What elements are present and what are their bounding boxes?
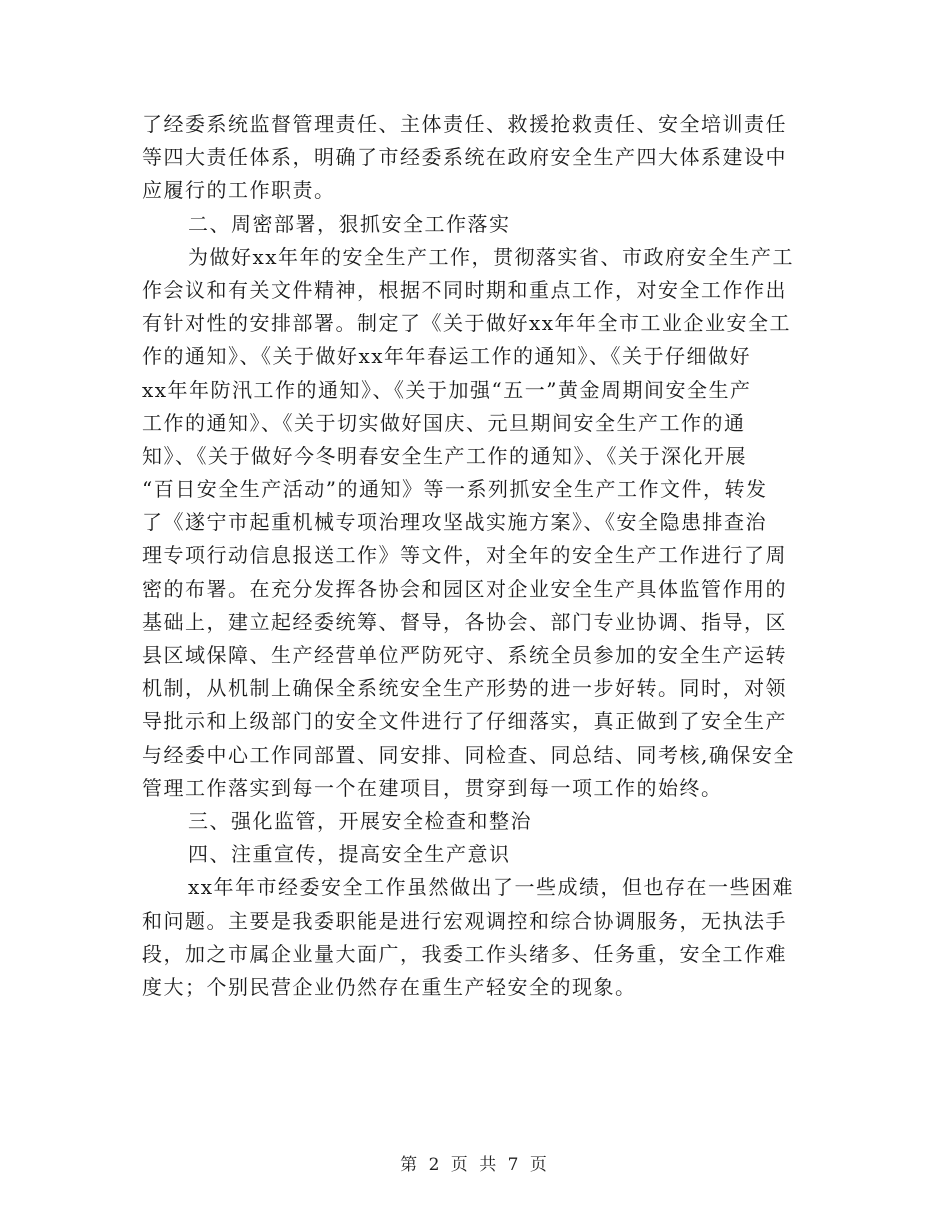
text-line: 为做好xx年年的安全生产工作，贯彻落实省、市政府安全生产工 — [188, 244, 795, 269]
text-line: “百日安全生产活动”的通知》等一系列抓安全生产工作文件，转发 — [142, 477, 768, 502]
text-line: 段，加之市属企业量大面广，我委工作头绪多、任务重，安全工作难 — [142, 941, 787, 966]
text-line: 与经委中心工作同部置、同安排、同检查、同总结、同考核,确保安全 — [142, 742, 795, 767]
text-line: 理专项行动信息报送工作》等文件，对全年的安全生产工作进行了周 — [142, 543, 787, 568]
text-line: 作会议和有关文件精神，根据不同时期和重点工作，对安全工作作出 — [142, 277, 787, 302]
text-line: 知》、《关于做好今冬明春安全生产工作的通知》、《关于深化开展 — [142, 443, 747, 468]
text-line: 度大；个别民营企业仍然存在重生产轻安全的现象。 — [142, 974, 637, 999]
text-line: 县区域保障、生产经营单位严防死守、系统全员参加的安全生产运转 — [142, 643, 787, 667]
text-line: 作的通知》、《关于做好xx年年春运工作的通知》、《关于仔细做好 — [142, 344, 752, 369]
text-line: 和问题。主要是我委职能是进行宏观调控和综合协调服务，无执法手 — [142, 908, 787, 933]
text-line: 二、周密部署，狠抓安全工作落实 — [188, 211, 511, 236]
text-line: 了经委系统监督管理责任、主体责任、救援抢救责任、安全培训责任 — [142, 112, 787, 136]
text-line: 四、注重宣传，提高安全生产意识 — [188, 842, 511, 867]
text-line: 机制，从机制上确保全系统安全生产形势的进一步好转。同时，对领 — [142, 676, 787, 701]
text-line: 等四大责任体系，明确了市经委系统在政府安全生产四大体系建设中 — [142, 145, 787, 170]
text-line: 管理工作落实到每一个在建项目，贯穿到每一项工作的始终。 — [142, 775, 723, 800]
text-line: 密的布署。在充分发挥各协会和园区对企业安全生产具体监管作用的 — [142, 576, 787, 601]
text-line: 基础上，建立起经委统筹、督导，各协会、部门专业协调、指导，区 — [142, 609, 787, 634]
text-line: xx年年市经委安全工作虽然做出了一些成绩，但也存在一些困难 — [188, 875, 795, 900]
text-line: xx年年防汛工作的通知》、《关于加强“五一”黄金周期间安全生产 — [142, 377, 752, 402]
text-line: 有针对性的安排部署。制定了《关于做好xx年年全市工业企业安全工 — [142, 311, 792, 336]
text-line: 应履行的工作职责。 — [142, 178, 336, 203]
text-line: 工作的通知》、《关于切实做好国庆、元旦期间安全生产工作的通 — [142, 410, 746, 435]
document-body — [142, 108, 812, 1004]
text-line: 三、强化监管，开展安全检查和整治 — [188, 808, 532, 833]
text-line: 了《遂宁市起重机械专项治理攻坚战实施方案》、《安全隐患排查治 — [142, 510, 767, 535]
text-line: 导批示和上级部门的安全文件进行了仔细落实，真正做到了安全生产 — [142, 709, 787, 734]
page-footer: 第 2 页 共 7 页 — [400, 1155, 550, 1175]
